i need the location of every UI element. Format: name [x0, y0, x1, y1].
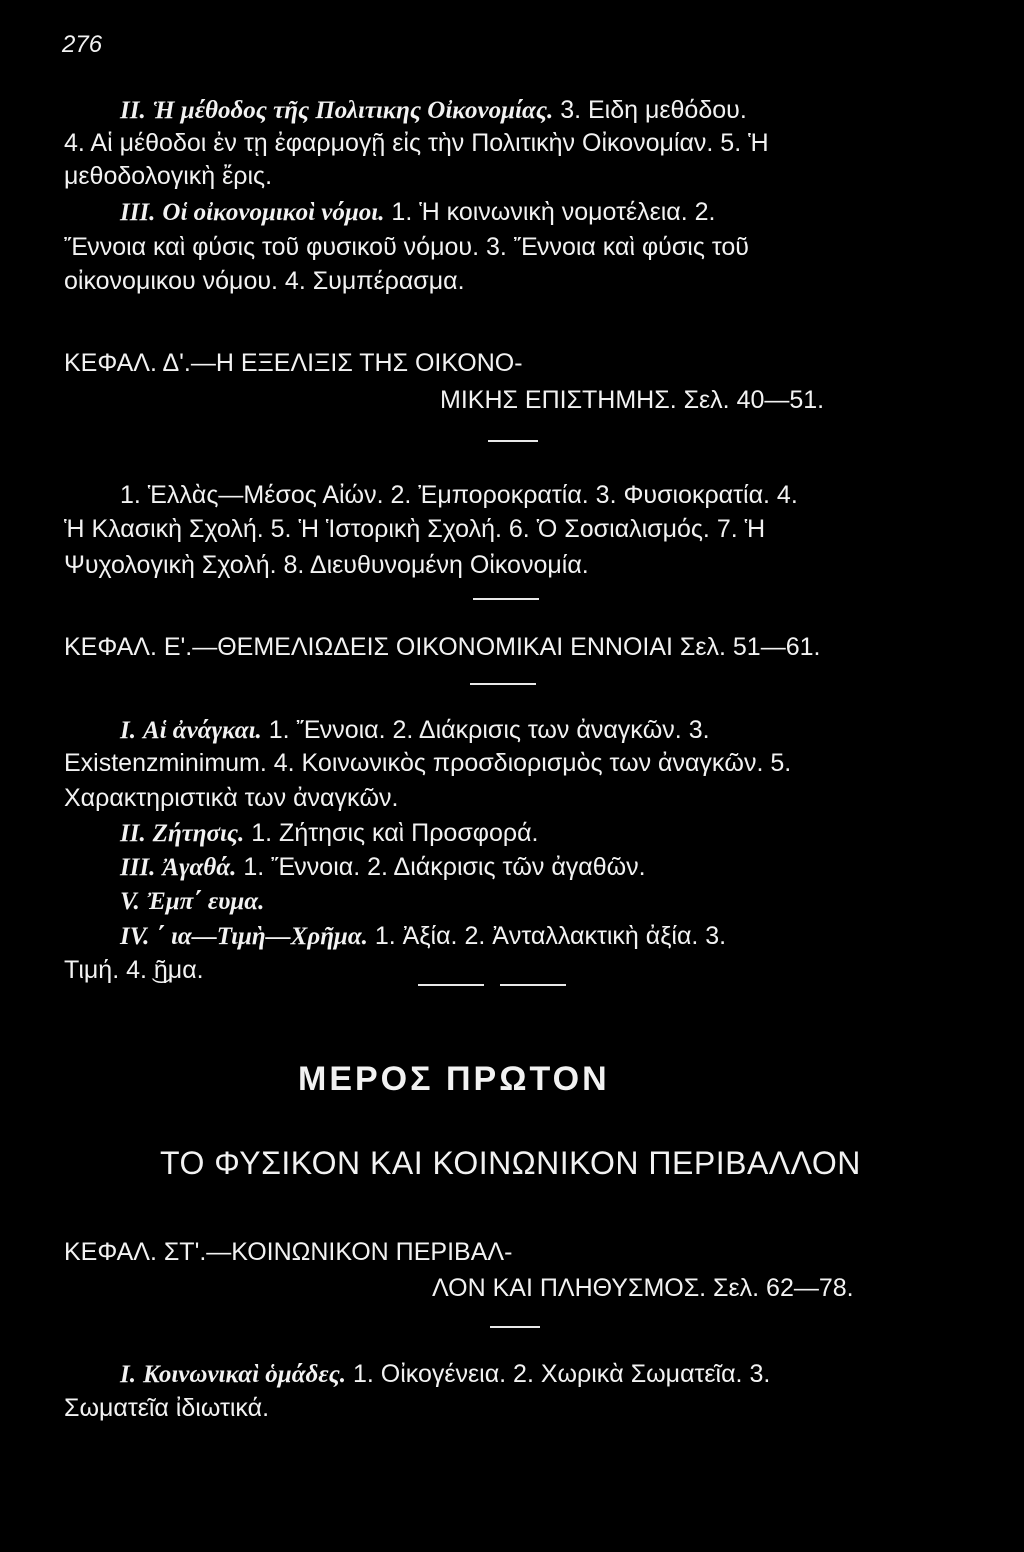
text-line: 4. Αἱ μέθοδοι ἐν τῃ ἐφαρμογῇ εἰς τὴν Πολιτικὴν Οἰκονομίαν. 5. Ἡ	[64, 129, 769, 157]
section-line	[120, 852, 646, 884]
section-line	[120, 886, 264, 918]
section-i-line	[120, 1359, 770, 1391]
divider	[500, 984, 566, 986]
divider	[488, 440, 538, 442]
section-numeral: ΙΙ.	[120, 820, 146, 847]
text-line: Ψυχολογικὴ Σχολή. 8. Διευθυνομένη Οἰκονομία.	[64, 551, 589, 579]
section-numeral: Ι.	[120, 1361, 136, 1388]
section-title: Κοινωνικαὶ ὁμάδες.	[142, 1361, 346, 1388]
section-title: Αἱ ἀνάγκαι.	[142, 717, 262, 744]
text-line: Σωματεῖα ἰδιωτικά.	[64, 1394, 270, 1422]
chapter-st-title-cont: ΛΟΝ ΚΑΙ ΠΛΗΘΥΣΜΟΣ. Σελ. 62—78.	[432, 1274, 854, 1302]
section-ii-numeral: ΙΙ.	[120, 97, 146, 124]
text-line: 1. Ἑλλὰς—Μέσος Αἰών. 2. Ἐμποροκρατία. 3. Φυσιοκρατία. 4.	[120, 481, 798, 509]
page-number: 276	[62, 31, 103, 58]
section-ii-text: 3. Ειδη μεθόδου.	[560, 96, 747, 124]
section-i-line	[120, 715, 710, 747]
text-line: οἰκονομικου νόμου. 4. Συμπέρασμα.	[64, 267, 465, 295]
section-iii-numeral: ΙΙΙ.	[120, 199, 156, 226]
divider	[490, 1326, 540, 1328]
section-ii-title: Ἡ μέθοδος τῆς Πολιτικης Οἰκονομίας.	[152, 97, 554, 124]
divider	[418, 984, 484, 986]
text-line: Existenzminimum. 4. Κοινωνικὸς προσδιορισμὸς των ἀναγκῶν. 5.	[64, 749, 792, 777]
divider	[473, 598, 539, 600]
chapter-d-title-cont: ΜΙΚΗΣ ΕΠΙΣΤΗΜΗΣ. Σελ. 40—51.	[440, 386, 825, 414]
section-line	[120, 921, 726, 953]
chapter-e-title: ΚΕΦΑΛ. Ε'.—ΘΕΜΕΛΙΩΔΕΙΣ ΟΙΚΟΝΟΜΙΚΑΙ ΕΝΝΟΙΑΙ Σελ. 51—61.	[64, 633, 821, 661]
divider	[470, 683, 536, 685]
section-numeral: Ι.	[120, 717, 136, 744]
section-iii-text: 1. Ἡ κοινωνικὴ νομοτέλεια. 2.	[391, 198, 716, 226]
section-text: 1. Ἀξία. 2. Ἀνταλλακτικὴ ἀξία. 3.	[374, 922, 727, 950]
text-line: μεθοδολογικὴ ἔρις.	[64, 162, 273, 190]
chapter-d-title: ΚΕΦΑΛ. Δ'.—Η ΕΞΕΛΙΞΙΣ ΤΗΣ ΟΙΚΟΝΟ-	[64, 349, 523, 377]
section-title: ΄ ια—Τιμὴ—Χρῆμα.	[156, 923, 368, 950]
section-numeral: IV.	[120, 923, 150, 950]
section-text: 1. Ζήτησις καὶ Προσφορά.	[251, 819, 539, 847]
section-text: 1. Ἔννοια. 2. Διάκρισις τῶν ἀγαθῶν.	[243, 853, 646, 881]
text-line: Τιμή. 4. ͜ῆμα.	[64, 956, 204, 984]
chapter-st-title: ΚΕΦΑΛ. ΣΤ'.—ΚΟΙΝΩΝΙΚΟΝ ΠΕΡΙΒΑΛ-	[64, 1238, 513, 1266]
section-line	[120, 818, 539, 850]
part-heading: ΜΕΡΟΣ ΠΡΩΤΟΝ	[298, 1060, 610, 1098]
section-text: 1. Ἔννοια. 2. Διάκρισις των ἀναγκῶν. 3.	[268, 716, 710, 744]
section-numeral: V.	[120, 888, 140, 915]
section-iii-title: Οἱ οἰκονομικοὶ νόμοι.	[162, 199, 385, 226]
section-title: Ἐμπ΄ ευμα.	[146, 888, 265, 915]
section-title: Ἀγαθά.	[162, 854, 237, 881]
section-text: 1. Οἰκογένεια. 2. Χωρικὰ Σωματεῖα. 3.	[352, 1360, 771, 1388]
section-ii-line	[120, 95, 747, 127]
part-subtitle: ΤΟ ΦΥΣΙΚΟΝ ΚΑΙ ΚΟΙΝΩΝΙΚΟΝ ΠΕΡΙΒΑΛΛΟΝ	[160, 1145, 861, 1181]
section-iii-line	[120, 197, 716, 229]
section-numeral: ΙΙΙ.	[120, 854, 156, 881]
section-title: Ζήτησις.	[152, 820, 245, 847]
text-line: Ἔννοια καὶ φύσις τοῦ φυσικοῦ νόμου. 3. Ἔννοια καὶ φύσις τοῦ	[64, 233, 749, 261]
text-line: Χαρακτηριστικὰ των ἀναγκῶν.	[64, 784, 399, 812]
text-line: Ἡ Κλασικὴ Σχολή. 5. Ἡ Ἱστορικὴ Σχολή. 6. Ὁ Σοσιαλισμός. 7. Ἡ	[64, 515, 766, 543]
